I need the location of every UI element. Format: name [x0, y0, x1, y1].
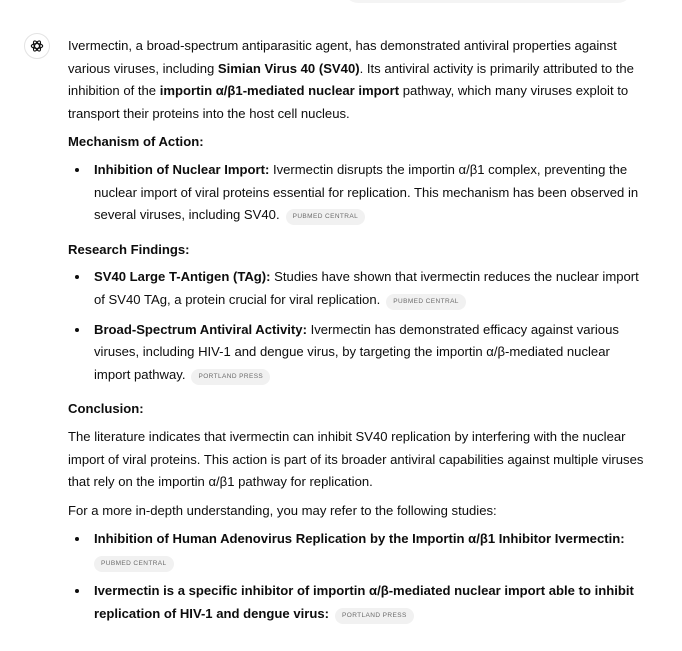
- previous-message-bubble: [343, 0, 633, 3]
- list-item: Broad-Spectrum Antiviral Activity: Ivermectin has demonstrated efficacy against various viruses, including HIV-1 and dengue virus, by targeting the importin α/β-mediated nuclear import pathway. PORTLAND PRESS: [68, 319, 648, 387]
- mechanism-list: [68, 159, 648, 227]
- findings-list: [68, 266, 648, 386]
- conclusion-heading: Conclusion:: [68, 401, 144, 417]
- list-item: Ivermectin is a specific inhibitor of importin α/β-mediated nuclear import able to inhibit replication of HIV-1 and dengue virus: PORTLAND PRESS: [68, 580, 648, 625]
- mechanism-heading: Mechanism of Action:: [68, 134, 204, 150]
- refer-paragraph: For a more in-depth understanding, you may refer to the following studies:: [68, 502, 497, 518]
- source-citation-pill[interactable]: PORTLAND PRESS: [335, 608, 414, 624]
- source-citation-pill[interactable]: PUBMED CENTRAL: [286, 209, 366, 225]
- findings-heading: Research Findings:: [68, 241, 190, 257]
- list-item: Inhibition of Human Adenovirus Replication by the Importin α/β1 Inhibitor Ivermectin: PUBMED CENTRAL: [68, 528, 648, 573]
- conclusion-paragraph: The literature indicates that ivermectin can inhibit SV40 replication by interfering with the nuclear import of viral proteins. This action is part of its broader antiviral capabilities against multiple viruses that rely on the importin α/β1 pathway for replication.: [68, 428, 644, 490]
- intro-paragraph: Ivermectin, a broad-spectrum antiparasitic agent, has demonstrated antiviral properties against various viruses, including Simian Virus 40 (SV40). Its antiviral activity is primarily attributed to the inhibition of the importin α/β1-mediated nuclear import pathway, which many viruses exploit to transport their proteins into the host cell nucleus.: [68, 38, 634, 121]
- openai-logo-icon: [29, 38, 45, 54]
- assistant-avatar: [24, 33, 50, 59]
- studies-list: [68, 528, 648, 625]
- source-citation-pill[interactable]: PORTLAND PRESS: [191, 369, 270, 385]
- source-citation-pill[interactable]: PUBMED CENTRAL: [94, 556, 174, 572]
- list-item: Inhibition of Nuclear Import: Ivermectin disrupts the importin α/β1 complex, preventing the nuclear import of viral proteins essential for replication. This mechanism has been observed in several viruses, including SV40. PUBMED CENTRAL: [68, 159, 648, 227]
- assistant-message: [68, 35, 648, 626]
- source-citation-pill[interactable]: PUBMED CENTRAL: [386, 294, 466, 310]
- list-item: SV40 Large T-Antigen (TAg): Studies have shown that ivermectin reduces the nuclear import of SV40 TAg, a protein crucial for viral replication. PUBMED CENTRAL: [68, 266, 648, 311]
